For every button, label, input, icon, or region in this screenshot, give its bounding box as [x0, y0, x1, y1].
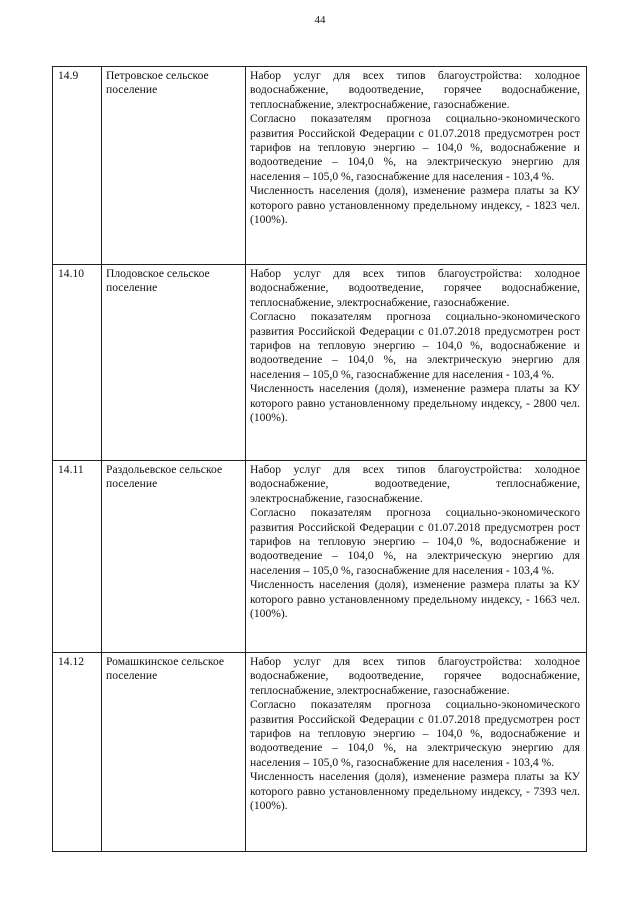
row-description — [246, 265, 587, 461]
services-text: Набор услуг для всех типов благоустройства: холодное водоснабжение, водоотведение, горячее водоснабжение, теплоснабжение, электроснабжение, газоснабжение. — [250, 655, 580, 697]
tariff-table — [52, 66, 587, 852]
row-number: 14.12 — [53, 653, 102, 852]
table-row — [53, 653, 587, 852]
population-text: Численность населения (доля), изменение размера платы за КУ которого равно установленному предельному индексу, - 1823 чел. (100%). — [250, 184, 580, 227]
table-row — [53, 67, 587, 265]
settlement-name: Петровское сельское поселение — [102, 67, 246, 265]
settlement-name: Плодовское сельское поселение — [102, 265, 246, 461]
forecast-text: Согласно показателям прогноза социально-экономического развития Российской Федерации с 01.07.2018 предусмотрен рост тарифов на тепловую энергию – 104,0 %, водоснабжение и водоотведение – 104,0 %, на электрическую энергию для населения – 105,0 %, газоснабжение для населения - 103,4 %. — [250, 698, 580, 769]
table-row — [53, 461, 587, 653]
row-number: 14.11 — [53, 461, 102, 653]
forecast-text: Согласно показателям прогноза социально-экономического развития Российской Федерации с 01.07.2018 предусмотрен рост тарифов на тепловую энергию – 104,0 %, водоснабжение и водоотведение – 104,0 %, на электрическую энергию для населения – 105,0 %, газоснабжение для населения - 103,4 %. — [250, 506, 580, 577]
population-text: Численность населения (доля), изменение размера платы за КУ которого равно установленному предельному индексу, - 7393 чел. (100%). — [250, 770, 580, 813]
services-text: Набор услуг для всех типов благоустройства: холодное водоснабжение, водоотведение, горячее водоснабжение, теплоснабжение, электроснабжение, газоснабжение. — [250, 69, 580, 111]
settlement-name: Раздольевское сельское поселение — [102, 461, 246, 653]
settlement-name: Ромашкинское сельское поселение — [102, 653, 246, 852]
row-description — [246, 67, 587, 265]
forecast-text: Согласно показателям прогноза социально-экономического развития Российской Федерации с 01.07.2018 предусмотрен рост тарифов на тепловую энергию – 104,0 %, водоснабжение и водоотведение – 104,0 %, на электрическую энергию для населения – 105,0 %, газоснабжение для населения - 103,4 %. — [250, 310, 580, 381]
population-text: Численность населения (доля), изменение размера платы за КУ которого равно установленному предельному индексу, - 1663 чел. (100%). — [250, 578, 580, 621]
row-number: 14.10 — [53, 265, 102, 461]
services-text: Набор услуг для всех типов благоустройства: холодное водоснабжение, водоотведение, теплоснабжение, электроснабжение, газоснабжение. — [250, 463, 580, 505]
row-number: 14.9 — [53, 67, 102, 265]
table-row — [53, 265, 587, 461]
row-description — [246, 461, 587, 653]
population-text: Численность населения (доля), изменение размера платы за КУ которого равно установленному предельному индексу, - 2800 чел. (100%). — [250, 382, 580, 425]
services-text: Набор услуг для всех типов благоустройства: холодное водоснабжение, водоотведение, горячее водоснабжение, теплоснабжение, электроснабжение, газоснабжение. — [250, 267, 580, 309]
row-description — [246, 653, 587, 852]
forecast-text: Согласно показателям прогноза социально-экономического развития Российской Федерации с 01.07.2018 предусмотрен рост тарифов на тепловую энергию – 104,0 %, водоснабжение и водоотведение – 104,0 %, на электрическую энергию для населения – 105,0 %, газоснабжение для населения - 103,4 %. — [250, 112, 580, 183]
page-number: 44 — [314, 14, 326, 26]
